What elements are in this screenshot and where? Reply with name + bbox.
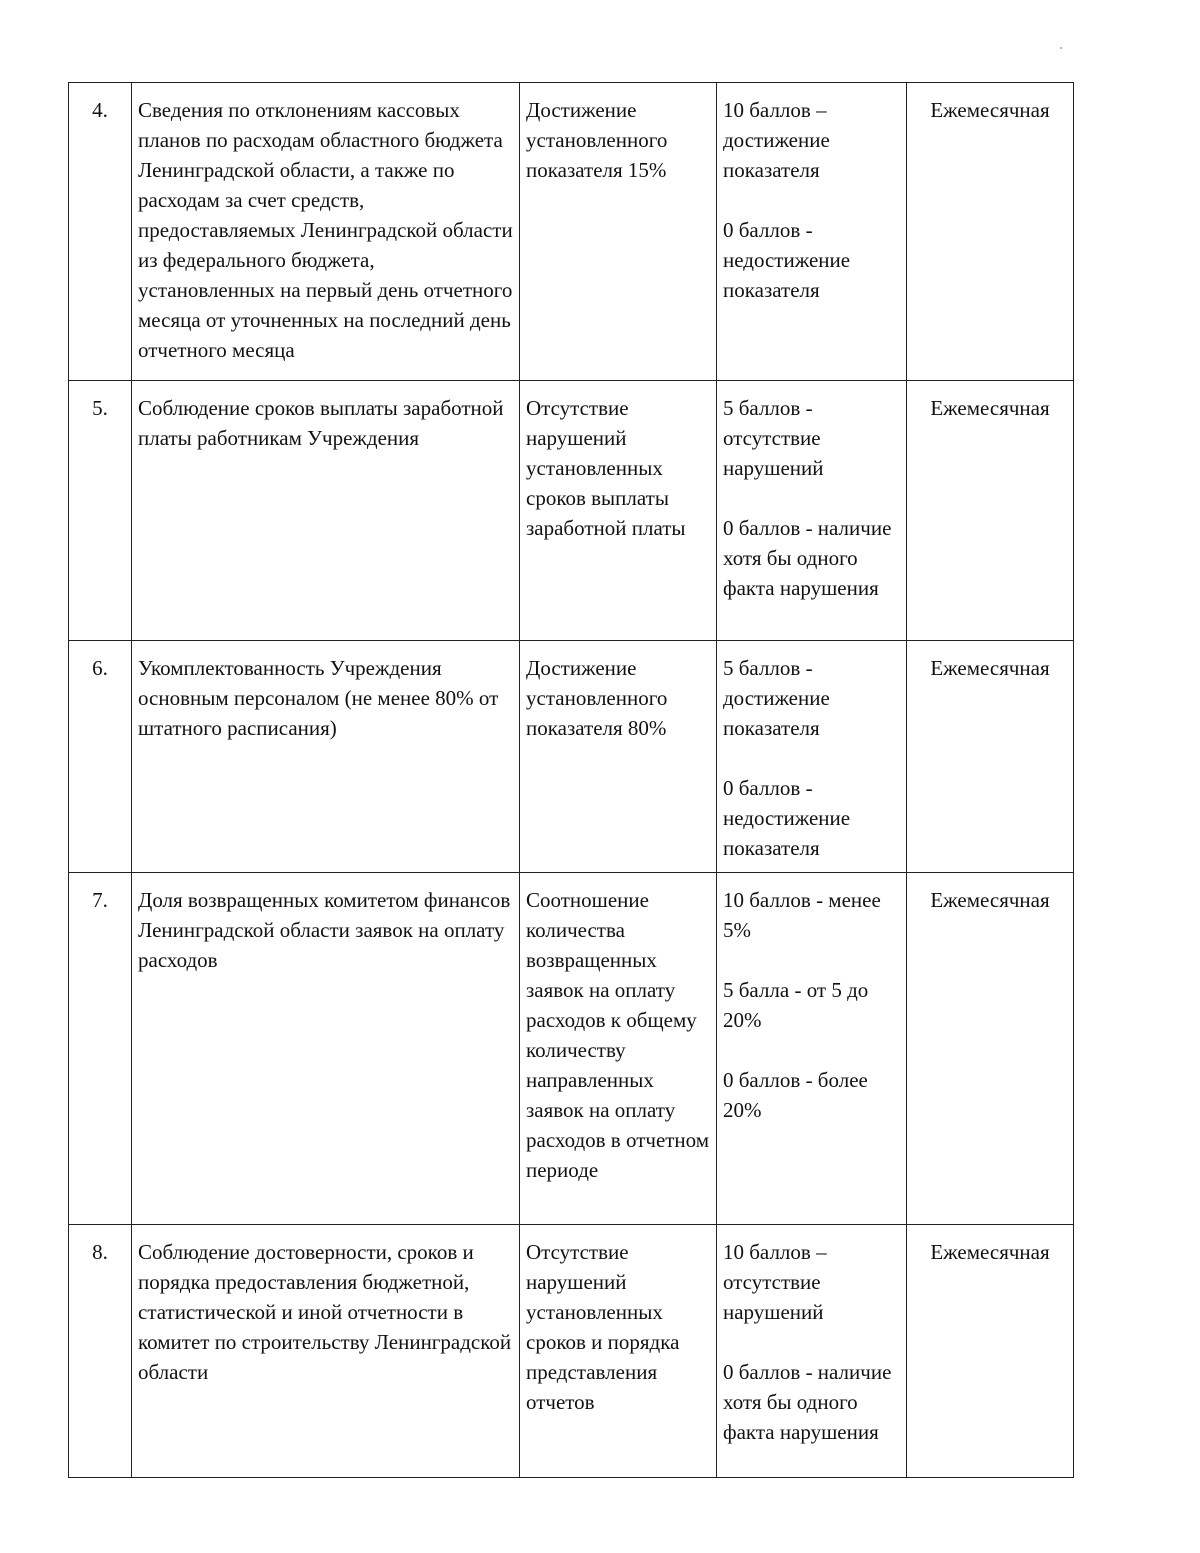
criterion-score [717,873,907,1225]
criteria-table [68,82,1074,1478]
score-line: 10 баллов – достижение показателя [723,98,830,182]
criterion-score [717,641,907,873]
row-number: 6. [69,641,132,873]
score-line: 10 баллов - менее 5% [723,888,881,942]
row-number: 8. [69,1225,132,1478]
criterion-score [717,83,907,381]
criterion-name: Укомплектованность Учреждения основным персоналом (не менее 80% от штатного расписания) [132,641,520,873]
score-line: 10 баллов – отсутствие нарушений [723,1240,827,1324]
criterion-score [717,381,907,641]
criterion-name: Соблюдение достоверности, сроков и порядка предоставления бюджетной, статистической и иной отчетности в комитет по строительству Ленинградской области [132,1225,520,1478]
criterion-frequency: Ежемесячная [907,641,1074,873]
table-row [69,1225,1074,1478]
table-row [69,83,1074,381]
criterion-frequency: Ежемесячная [907,1225,1074,1478]
criterion-condition: Соотношение количества возвращенных заявок на оплату расходов к общему количеству направленных заявок на оплату расходов в отчетном периоде [520,873,717,1225]
row-number: 5. [69,381,132,641]
criterion-condition: Достижение установленного показателя 15% [520,83,717,381]
score-line: 5 баллов - достижение показателя [723,656,830,740]
criterion-name: Соблюдение сроков выплаты заработной платы работникам Учреждения [132,381,520,641]
criterion-frequency: Ежемесячная [907,381,1074,641]
criterion-condition: Достижение установленного показателя 80% [520,641,717,873]
row-number: 7. [69,873,132,1225]
score-line: 5 баллов - отсутствие нарушений [723,396,824,480]
criterion-condition: Отсутствие нарушений установленных сроков и порядка представления отчетов [520,1225,717,1478]
table-row [69,873,1074,1225]
score-line: 0 баллов - недостижение показателя [723,218,851,302]
criterion-frequency: Ежемесячная [907,873,1074,1225]
criterion-name: Доля возвращенных комитетом финансов Ленинградской области заявок на оплату расходов [132,873,520,1225]
criterion-score [717,1225,907,1478]
score-line: 5 балла - от 5 до 20% [723,978,869,1032]
score-line: 0 баллов - наличие хотя бы одного факта нарушения [723,516,892,600]
criterion-name: Сведения по отклонениям кассовых планов по расходам областного бюджета Ленинградской области, а также по расходам за счет средств, предоставляемых Ленинградской области из федерального бюджета, установленных на первый день отчетного месяца от уточненных на последний день отчетного месяца [132,83,520,381]
table-row [69,381,1074,641]
row-number: 4. [69,83,132,381]
scan-mark [1060,47,1062,49]
score-line: 0 баллов - более 20% [723,1068,868,1122]
criterion-condition: Отсутствие нарушений установленных сроков выплаты заработной платы [520,381,717,641]
criterion-frequency: Ежемесячная [907,83,1074,381]
score-line: 0 баллов - наличие хотя бы одного факта нарушения [723,1360,892,1444]
score-line: 0 баллов - недостижение показателя [723,776,851,860]
table-row [69,641,1074,873]
